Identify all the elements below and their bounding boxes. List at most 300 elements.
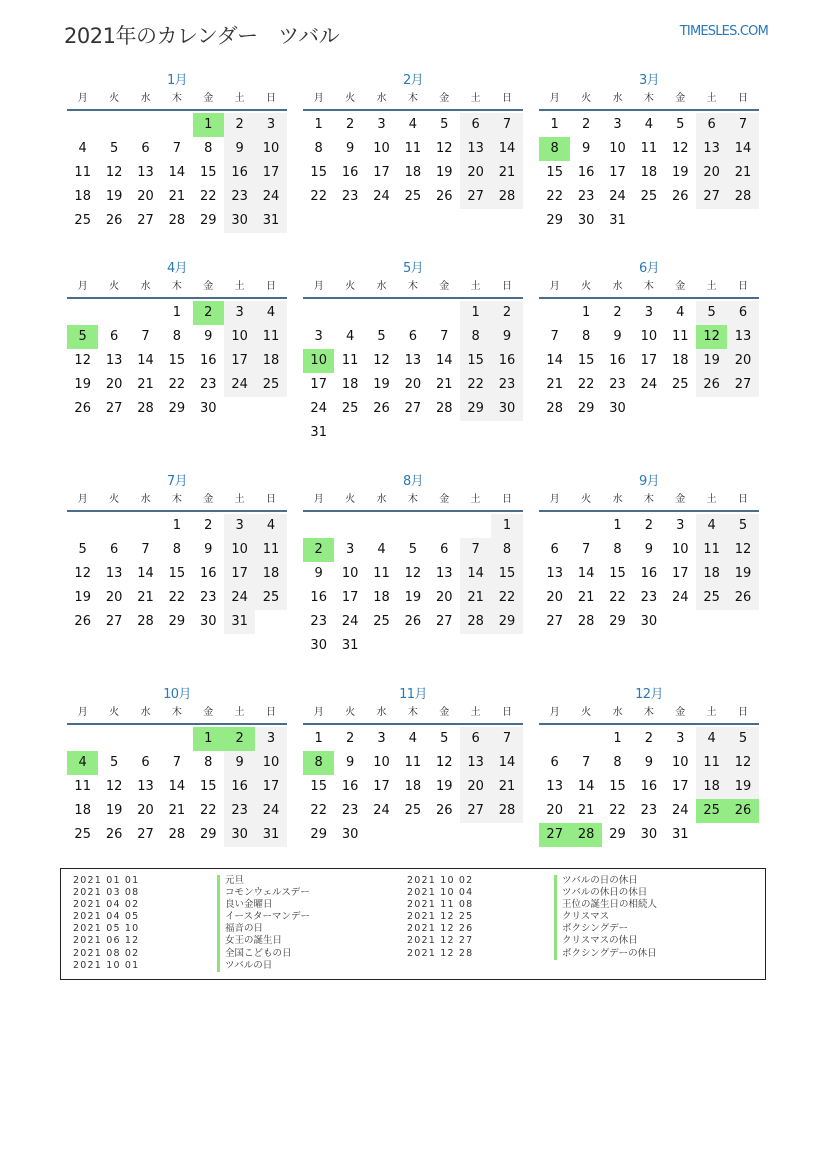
day-cell: 10	[255, 137, 286, 161]
day-cell: 14	[137, 566, 154, 581]
day-cell: 25	[255, 586, 286, 610]
empty-day-cell	[161, 113, 192, 137]
day-cell: 17	[255, 161, 286, 185]
day-cell: 29	[460, 397, 491, 421]
weekday-label: 日	[266, 707, 277, 718]
day-cell: 15	[609, 779, 626, 794]
empty-day-cell	[67, 514, 98, 538]
day-cell: 6	[550, 542, 559, 557]
day-cell: 15	[199, 165, 217, 180]
weekday-label: 月	[549, 707, 560, 718]
weekday-label: 土	[706, 281, 717, 292]
day-cell: 19	[105, 189, 123, 204]
holiday-day-cell: 2	[193, 301, 224, 325]
day-cell: 28	[168, 213, 186, 228]
month-name: 5月	[402, 261, 424, 276]
day-cell: 14	[577, 566, 595, 581]
day-cell: 12	[74, 566, 91, 581]
day-cell: 25	[404, 189, 422, 204]
day-cell: 20	[105, 377, 123, 392]
empty-day-cell	[366, 301, 397, 325]
day-cell: 21	[577, 803, 595, 818]
day-cell: 12	[74, 353, 91, 368]
weekday-label: 金	[203, 281, 214, 292]
day-cell: 28	[460, 610, 491, 634]
day-cell: 14	[727, 137, 758, 161]
week-row	[539, 349, 759, 373]
day-cell: 21	[137, 590, 154, 605]
week-row	[303, 113, 523, 137]
empty-day-cell	[130, 727, 161, 751]
day-cell: 23	[341, 803, 359, 818]
day-cell: 28	[491, 799, 522, 823]
weekday-label: 火	[109, 707, 120, 718]
empty-day-cell	[366, 823, 397, 847]
week-row	[303, 562, 523, 586]
day-cell: 21	[460, 586, 491, 610]
day-cell: 9	[204, 542, 213, 557]
empty-day-cell	[539, 514, 570, 538]
empty-day-cell	[727, 209, 758, 233]
day-cell: 27	[404, 401, 422, 416]
day-cell: 3	[613, 117, 622, 132]
week-row	[539, 586, 759, 610]
day-cell: 22	[577, 377, 595, 392]
day-cell: 13	[727, 325, 758, 349]
week-row	[67, 727, 287, 751]
day-cell: 25	[74, 213, 91, 228]
holiday-name: クリスマス	[554, 911, 657, 923]
day-cell: 21	[168, 189, 186, 204]
day-cell: 10	[373, 141, 390, 156]
day-cell: 18	[404, 165, 422, 180]
holiday-name: ボクシングデーの休日	[554, 948, 657, 960]
weekday-label: 木	[407, 93, 418, 104]
day-cell: 3	[255, 727, 286, 751]
month-calendar	[539, 473, 759, 634]
week-row	[303, 325, 523, 349]
day-cell: 31	[255, 209, 286, 233]
day-cell: 29	[199, 213, 217, 228]
day-cell: 21	[168, 803, 186, 818]
holiday-date: 2021 06 12	[73, 935, 140, 947]
day-cell: 8	[581, 329, 591, 344]
day-cell: 16	[224, 775, 255, 799]
empty-day-cell	[727, 397, 758, 421]
day-cell: 1	[550, 117, 559, 132]
day-cell: 20	[460, 775, 491, 799]
holiday-day-cell: 28	[570, 823, 601, 847]
month-calendar	[539, 686, 759, 847]
empty-day-cell	[570, 514, 601, 538]
week-row	[303, 610, 523, 634]
day-cell: 5	[109, 755, 119, 770]
weekday-label: 水	[140, 281, 151, 292]
day-cell: 13	[546, 566, 563, 581]
site-logo[interactable]: TIMESLES.COM	[679, 24, 768, 39]
holiday-date: 2021 04 05	[73, 911, 140, 923]
weekday-label: 火	[581, 93, 592, 104]
week-row	[539, 562, 759, 586]
week-row	[67, 586, 287, 610]
month-name: 7月	[166, 474, 188, 489]
day-cell: 16	[577, 165, 595, 180]
week-row	[539, 209, 759, 233]
day-cell: 10	[224, 325, 255, 349]
day-cell: 6	[460, 113, 491, 137]
day-cell: 13	[460, 751, 491, 775]
day-cell: 25	[640, 189, 658, 204]
day-cell: 17	[373, 779, 390, 794]
weekday-label: 金	[203, 707, 214, 718]
day-cell: 7	[440, 329, 449, 344]
day-cell: 13	[137, 165, 154, 180]
day-cell: 10	[671, 542, 689, 557]
day-cell: 4	[345, 329, 355, 344]
day-cell: 24	[255, 185, 286, 209]
day-cell: 30	[640, 614, 658, 629]
holiday-date: 2021 01 01	[73, 875, 140, 886]
day-cell: 11	[404, 755, 422, 770]
empty-day-cell	[366, 634, 397, 658]
day-cell: 15	[609, 566, 626, 581]
empty-day-cell	[665, 610, 696, 634]
day-cell: 31	[310, 425, 327, 440]
day-cell: 11	[74, 779, 91, 794]
day-cell: 11	[404, 141, 422, 156]
day-cell: 22	[460, 373, 491, 397]
weekday-label: 月	[77, 281, 88, 292]
day-cell: 29	[609, 827, 626, 842]
day-cell: 26	[435, 803, 453, 818]
day-cell: 13	[435, 566, 453, 581]
day-cell: 3	[644, 305, 653, 320]
day-cell: 16	[341, 779, 359, 794]
day-cell: 30	[224, 823, 255, 847]
holiday-name: 女王の誕生日	[217, 935, 310, 947]
empty-day-cell	[696, 823, 727, 847]
weekday-label: 水	[140, 494, 151, 505]
day-cell: 5	[727, 727, 758, 751]
empty-day-cell	[429, 634, 460, 658]
day-cell: 2	[644, 518, 653, 533]
day-cell: 12	[404, 566, 422, 581]
day-cell: 19	[105, 803, 123, 818]
holiday-date: 2021 12 27	[407, 935, 474, 947]
holiday-day-cell: 1	[193, 113, 224, 137]
week-row	[539, 538, 759, 562]
day-cell: 3	[314, 329, 323, 344]
day-cell: 23	[199, 377, 217, 392]
week-row	[539, 113, 759, 137]
day-cell: 9	[345, 755, 355, 770]
day-cell: 3	[676, 731, 685, 746]
day-cell: 10	[609, 141, 626, 156]
day-cell: 3	[377, 117, 386, 132]
day-cell: 30	[577, 213, 595, 228]
day-cell: 6	[141, 141, 150, 156]
weekday-label: 木	[643, 494, 654, 505]
day-cell: 13	[546, 779, 563, 794]
empty-day-cell	[397, 634, 428, 658]
day-cell: 7	[491, 113, 522, 137]
day-cell: 11	[255, 325, 286, 349]
weekday-label: 土	[234, 494, 245, 505]
month-name: 10月	[163, 687, 191, 702]
weekday-header	[539, 704, 759, 725]
day-cell: 26	[435, 189, 453, 204]
empty-day-cell	[224, 397, 255, 421]
week-row	[539, 727, 759, 751]
day-cell: 22	[199, 803, 217, 818]
week-row	[303, 349, 523, 373]
week-row	[67, 113, 287, 137]
weekday-label: 水	[140, 707, 151, 718]
day-cell: 18	[696, 775, 727, 799]
weekday-label: 土	[234, 707, 245, 718]
day-cell: 23	[491, 373, 522, 397]
week-row	[67, 209, 287, 233]
empty-day-cell	[539, 301, 570, 325]
day-cell: 27	[727, 373, 758, 397]
empty-day-cell	[397, 301, 428, 325]
day-cell: 11	[373, 566, 390, 581]
day-cell: 4	[676, 305, 685, 320]
day-cell: 20	[696, 161, 727, 185]
day-cell: 16	[640, 566, 658, 581]
day-cell: 19	[404, 590, 422, 605]
day-cell: 22	[609, 803, 626, 818]
weekday-label: 火	[109, 494, 120, 505]
holiday-name: コモンウェルスデー	[217, 887, 310, 899]
day-cell: 1	[581, 305, 591, 320]
day-cell: 18	[74, 803, 91, 818]
day-cell: 29	[609, 614, 626, 629]
day-cell: 7	[727, 113, 758, 137]
holiday-dates-column-2	[407, 875, 473, 960]
day-cell: 2	[345, 731, 355, 746]
day-cell: 14	[491, 137, 522, 161]
week-row	[539, 823, 759, 847]
week-row	[539, 610, 759, 634]
day-cell: 18	[640, 165, 658, 180]
weekday-label: 金	[675, 707, 686, 718]
day-cell: 19	[727, 562, 758, 586]
weekday-label: 金	[203, 494, 214, 505]
month-calendar	[303, 72, 523, 209]
day-cell: 18	[255, 349, 286, 373]
day-cell: 21	[435, 377, 453, 392]
day-cell: 17	[671, 779, 689, 794]
day-cell: 14	[491, 751, 522, 775]
page-title: 2021年のカレンダー ツバル	[64, 24, 340, 48]
weekday-label: 水	[612, 494, 623, 505]
weekday-label: 月	[313, 707, 324, 718]
day-cell: 30	[341, 827, 359, 842]
weekday-label: 火	[345, 494, 356, 505]
day-cell: 29	[491, 610, 522, 634]
weekday-label: 月	[77, 707, 88, 718]
day-cell: 20	[460, 161, 491, 185]
month-calendar	[303, 260, 523, 445]
week-row	[303, 775, 523, 799]
day-cell: 16	[609, 353, 626, 368]
holiday-day-cell: 1	[193, 727, 224, 751]
day-cell: 14	[460, 562, 491, 586]
month-name: 8月	[402, 474, 424, 489]
holiday-names-column-1	[217, 875, 310, 972]
day-cell: 8	[172, 329, 181, 344]
day-cell: 25	[671, 377, 689, 392]
weekday-label: 木	[643, 707, 654, 718]
holiday-day-cell: 12	[696, 325, 727, 349]
empty-day-cell	[727, 823, 758, 847]
week-row	[303, 161, 523, 185]
month-calendar	[67, 72, 287, 233]
holiday-day-cell: 2	[303, 538, 334, 562]
day-cell: 10	[341, 566, 359, 581]
month-calendar	[539, 72, 759, 233]
day-cell: 6	[727, 301, 758, 325]
day-cell: 10	[640, 329, 658, 344]
holiday-day-cell: 26	[727, 799, 758, 823]
day-cell: 16	[199, 566, 217, 581]
day-cell: 25	[373, 614, 390, 629]
week-row	[539, 397, 759, 421]
day-cell: 30	[199, 401, 217, 416]
holiday-name: イースターマンデー	[217, 911, 310, 923]
weekday-label: 土	[470, 494, 481, 505]
holiday-name: ツバルの日	[217, 960, 310, 972]
day-cell: 4	[255, 301, 286, 325]
holiday-day-cell: 27	[539, 823, 570, 847]
week-row	[539, 301, 759, 325]
day-cell: 14	[577, 779, 595, 794]
day-cell: 25	[255, 373, 286, 397]
empty-day-cell	[130, 301, 161, 325]
week-row	[539, 514, 759, 538]
day-cell: 30	[310, 638, 327, 653]
day-cell: 15	[168, 566, 186, 581]
weekday-header	[67, 278, 287, 299]
weekday-header	[539, 278, 759, 299]
weekday-label: 金	[675, 93, 686, 104]
day-cell: 16	[310, 590, 327, 605]
empty-day-cell	[429, 514, 460, 538]
day-cell: 26	[74, 614, 91, 629]
holiday-name: 全国こどもの日	[217, 948, 310, 960]
day-cell: 7	[460, 538, 491, 562]
week-row	[67, 799, 287, 823]
day-cell: 4	[696, 727, 727, 751]
weekday-label: 水	[612, 281, 623, 292]
weekday-label: 金	[675, 494, 686, 505]
day-cell: 3	[255, 113, 286, 137]
day-cell: 11	[696, 538, 727, 562]
day-cell: 26	[105, 213, 123, 228]
holiday-name: ツバルの日の休日	[554, 875, 657, 887]
holiday-day-cell: 25	[696, 799, 727, 823]
holiday-date: 2021 08 02	[73, 947, 140, 959]
day-cell: 2	[644, 731, 653, 746]
day-cell: 28	[491, 185, 522, 209]
empty-day-cell	[460, 823, 491, 847]
weekday-label: 日	[738, 93, 749, 104]
empty-day-cell	[491, 634, 522, 658]
day-cell: 24	[640, 377, 658, 392]
day-cell: 25	[74, 827, 91, 842]
day-cell: 20	[546, 590, 563, 605]
holiday-date: 2021 05 10	[73, 923, 140, 935]
weekday-label: 火	[109, 93, 120, 104]
day-cell: 5	[440, 117, 449, 132]
day-cell: 9	[314, 566, 323, 581]
day-cell: 7	[141, 329, 150, 344]
empty-day-cell	[633, 397, 664, 421]
weekday-label: 日	[266, 281, 277, 292]
empty-day-cell	[397, 514, 428, 538]
day-cell: 26	[404, 614, 422, 629]
week-row	[67, 161, 287, 185]
holiday-name: 福音の日	[217, 923, 310, 935]
day-cell: 16	[341, 165, 359, 180]
day-cell: 27	[137, 213, 154, 228]
day-cell: 9	[644, 542, 653, 557]
empty-day-cell	[397, 421, 428, 445]
day-cell: 22	[546, 189, 563, 204]
empty-day-cell	[67, 727, 98, 751]
weekday-label: 木	[171, 281, 182, 292]
day-cell: 22	[609, 590, 626, 605]
day-cell: 5	[696, 301, 727, 325]
day-cell: 27	[546, 614, 563, 629]
empty-day-cell	[665, 397, 696, 421]
day-cell: 23	[609, 377, 626, 392]
empty-day-cell	[460, 421, 491, 445]
day-cell: 25	[696, 586, 727, 610]
day-cell: 24	[224, 373, 255, 397]
empty-day-cell	[397, 823, 428, 847]
empty-day-cell	[303, 301, 334, 325]
month-name: 12月	[635, 687, 663, 702]
day-cell: 19	[435, 779, 453, 794]
day-cell: 12	[435, 755, 453, 770]
holiday-day-cell: 2	[224, 727, 255, 751]
day-cell: 28	[168, 827, 186, 842]
week-row	[303, 301, 523, 325]
weekday-label: 日	[502, 93, 513, 104]
day-cell: 29	[577, 401, 595, 416]
day-cell: 18	[696, 562, 727, 586]
day-cell: 17	[671, 566, 689, 581]
day-cell: 4	[255, 514, 286, 538]
week-row	[67, 610, 287, 634]
weekday-label: 日	[502, 494, 513, 505]
week-row	[303, 799, 523, 823]
day-cell: 15	[199, 779, 217, 794]
day-cell: 18	[373, 590, 390, 605]
day-cell: 17	[310, 377, 327, 392]
day-cell: 5	[408, 542, 417, 557]
day-cell: 5	[440, 731, 449, 746]
weekday-label: 土	[470, 281, 481, 292]
day-cell: 15	[546, 165, 563, 180]
weekday-label: 金	[675, 281, 686, 292]
day-cell: 19	[727, 775, 758, 799]
weekday-label: 木	[407, 494, 418, 505]
day-cell: 7	[550, 329, 559, 344]
day-cell: 13	[105, 566, 123, 581]
